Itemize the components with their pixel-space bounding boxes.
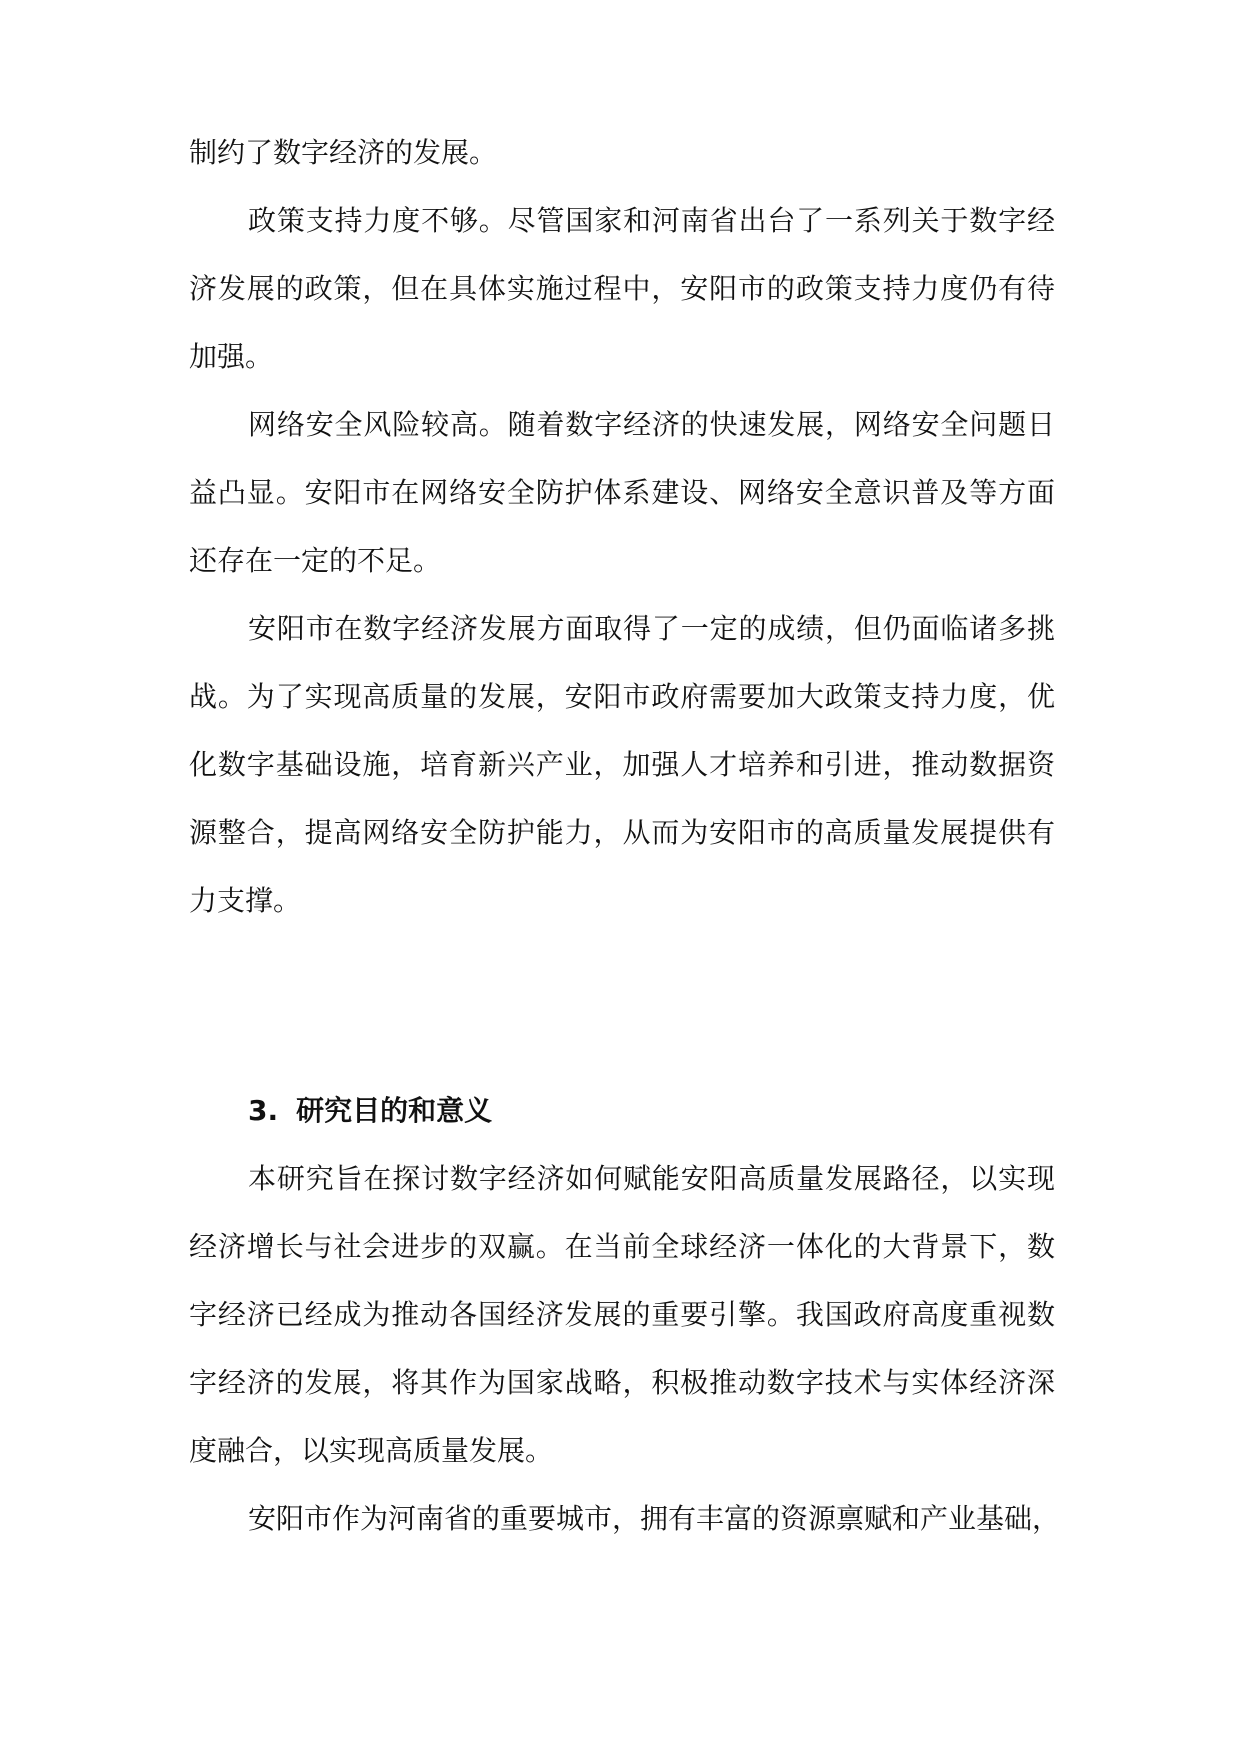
paragraph-line: 字经济已经成为推动各国经济发展的重要引擎。我国政府高度重视数	[189, 1298, 1055, 1331]
paragraph-line: 安阳市作为河南省的重要城市，拥有丰富的资源禀赋和产业基础，	[248, 1502, 1061, 1535]
paragraph-line: 还存在一定的不足。	[189, 544, 442, 577]
paragraph-line: 制约了数字经济的发展。	[189, 136, 498, 169]
paragraph-line: 济发展的政策，但在具体实施过程中，安阳市的政策支持力度仍有待	[189, 272, 1055, 305]
paragraph-line: 战。为了实现高质量的发展，安阳市政府需要加大政策支持力度，优	[189, 680, 1055, 713]
paragraph-line: 经济增长与社会进步的双赢。在当前全球经济一体化的大背景下，数	[189, 1230, 1055, 1263]
paragraph-line: 益凸显。安阳市在网络安全防护体系建设、网络安全意识普及等方面	[189, 476, 1055, 509]
paragraph-line: 化数字基础设施，培育新兴产业，加强人才培养和引进，推动数据资	[189, 748, 1055, 781]
paragraph-line: 安阳市在数字经济发展方面取得了一定的成绩，但仍面临诸多挑	[248, 612, 1055, 645]
paragraph-line: 力支撑。	[189, 884, 302, 917]
section-heading	[248, 1091, 492, 1131]
paragraph-line: 本研究旨在探讨数字经济如何赋能安阳高质量发展路径，以实现	[248, 1162, 1055, 1195]
paragraph-line: 字经济的发展，将其作为国家战略，积极推动数字技术与实体经济深	[189, 1366, 1055, 1399]
paragraph-line: 源整合，提高网络安全防护能力，从而为安阳市的高质量发展提供有	[189, 816, 1055, 849]
section-number: 3.	[248, 1094, 279, 1127]
paragraph-line: 政策支持力度不够。尽管国家和河南省出台了一系列关于数字经	[248, 204, 1055, 237]
paragraph-line: 加强。	[189, 340, 274, 373]
paragraph-line: 网络安全风险较高。随着数字经济的快速发展，网络安全问题日	[248, 408, 1055, 441]
paragraph-line: 度融合，以实现高质量发展。	[189, 1434, 554, 1467]
section-title: 研究目的和意义	[296, 1094, 493, 1127]
